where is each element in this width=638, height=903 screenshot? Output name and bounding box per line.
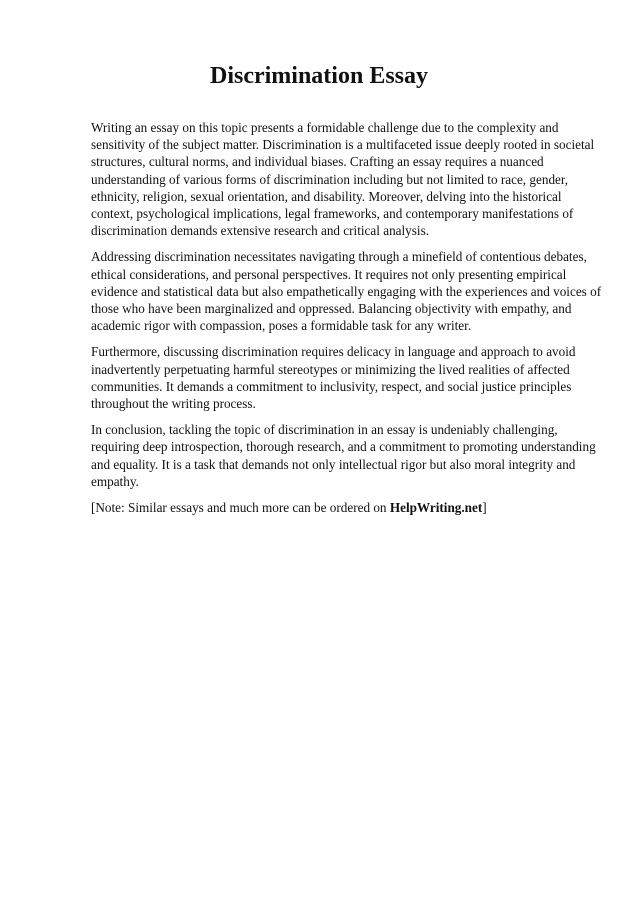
order-note: [91, 499, 611, 516]
paragraph-line: context, psychological implications, legal frameworks, and contemporary manifestations of: [91, 206, 574, 222]
paragraph-line: empathy.: [91, 473, 139, 489]
paragraph-line: In conclusion, tackling the topic of discrimination in an essay is undeniably challenging,: [91, 422, 558, 438]
paragraph-line: academic rigor with compassion, poses a formidable task for any writer.: [91, 318, 472, 334]
paragraph-line: sensitivity of the subject matter. Discrimination is a multifaceted issue deeply rooted in societal: [91, 137, 595, 153]
paragraph-line: requiring deep introspection, thorough research, and a commitment to promoting understanding: [91, 439, 596, 455]
paragraph-line: those who have been marginalized and oppressed. Balancing objectivity with empathy, and: [91, 301, 572, 317]
paragraph-line: ethnicity, religion, sexual orientation, and disability. Moreover, delving into the historical: [91, 188, 562, 204]
paragraph-2: [91, 248, 611, 334]
note-suffix: ]: [482, 500, 487, 516]
paragraph-line: and equality. It is a task that demands not only intellectual rigor but also moral integrity and: [91, 456, 576, 472]
paragraph-line: Furthermore, discussing discrimination requires delicacy in language and approach to avoid: [91, 344, 576, 360]
paragraph-1: [91, 119, 611, 239]
paragraph-line: understanding of various forms of discrimination including but not limited to race, gender,: [91, 171, 569, 187]
document-title: Discrimination Essay: [209, 63, 428, 89]
paragraph-line: evidence and statistical data but also empathetically engaging with the experiences and voices of: [91, 283, 602, 299]
paragraph-4: [91, 421, 611, 490]
document-body: [91, 119, 611, 525]
paragraph-line: inadvertently perpetuating harmful stereotypes or minimizing the lived realities of affected: [91, 361, 570, 377]
paragraph-line: throughout the writing process.: [91, 396, 256, 412]
paragraph-line: structures, cultural norms, and individual biases. Crafting an essay requires a nuanced: [91, 154, 544, 170]
paragraph-line: discrimination demands extensive research and critical analysis.: [91, 223, 429, 239]
paragraph-line: communities. It demands a commitment to inclusivity, respect, and social justice principles: [91, 378, 572, 394]
paragraph-line: Writing an essay on this topic presents a formidable challenge due to the complexity and: [91, 120, 559, 135]
helpwriting-link[interactable]: HelpWriting.net: [389, 500, 483, 516]
note-prefix: [Note: Similar essays and much more can be ordered on: [91, 500, 390, 516]
paragraph-line: ethical considerations, and personal perspectives. It requires not only presenting empirical: [91, 266, 567, 282]
paragraph-line: Addressing discrimination necessitates navigating through a minefield of contentious debates,: [91, 249, 587, 265]
paragraph-3: [91, 343, 611, 412]
